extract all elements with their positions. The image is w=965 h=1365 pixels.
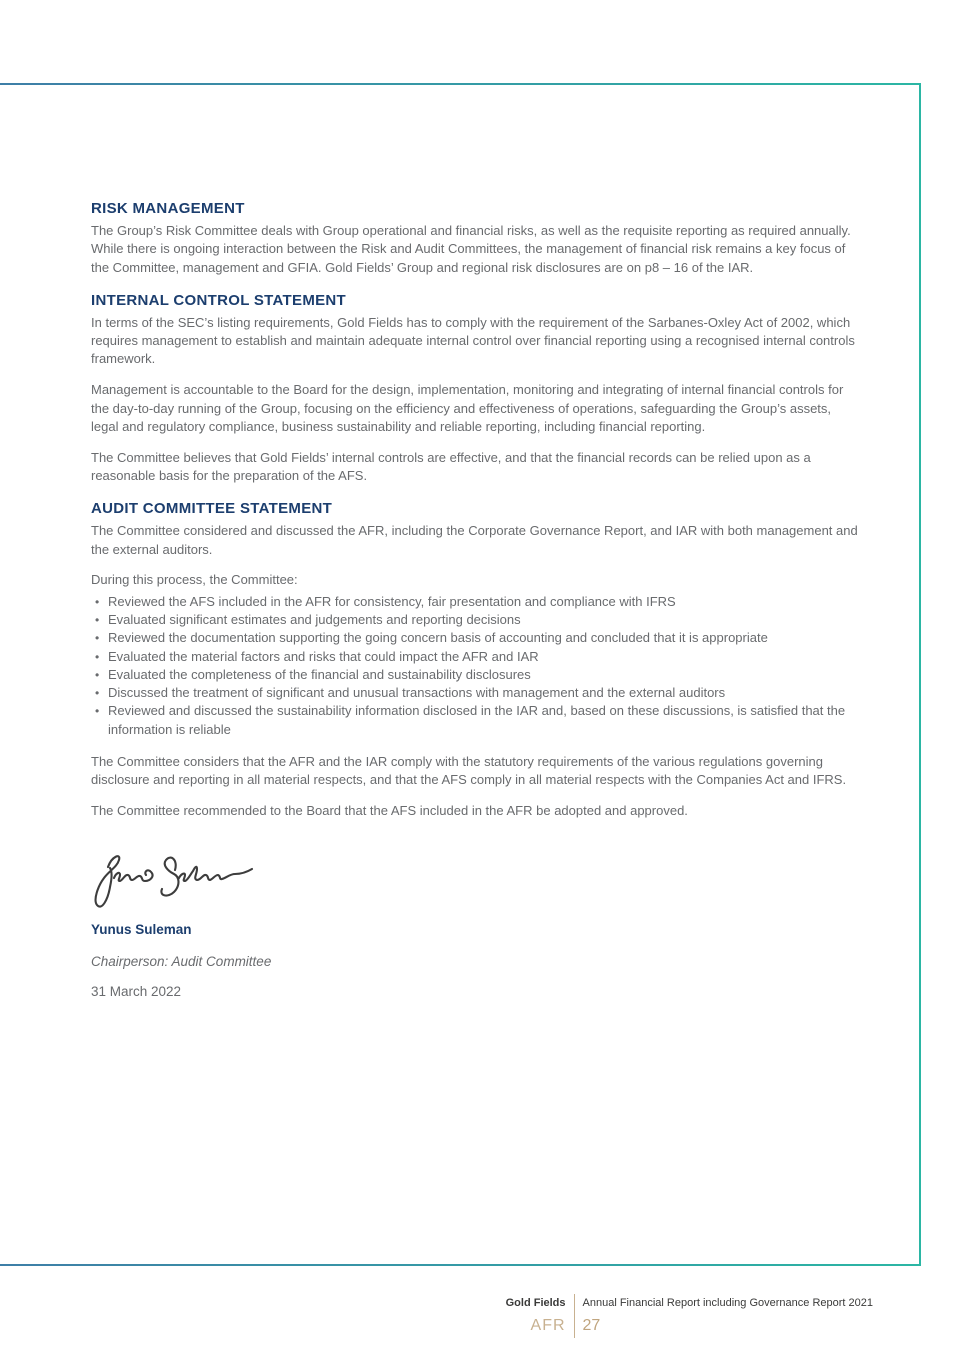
footer-brand: Gold Fields [506, 1294, 575, 1313]
signatory-name: Yunus Suleman [91, 922, 192, 938]
handwritten-signature-image [88, 843, 258, 913]
list-item: • Evaluated the material factors and risks that could impact the AFR and IAR [91, 648, 861, 666]
paragraph: In terms of the SEC’s listing requirements, Gold Fields has to comply with the requirement of the Sarbanes-Oxley Act of 2002, which requires management to establish and maintain adequate internal control over financial reporting using a recognised internal controls framework. [91, 314, 855, 367]
paragraph: The Committee recommended to the Board that the AFS included in the AFR be adopted and approved. [91, 803, 688, 819]
section-heading-risk-management: RISK MANAGEMENT [91, 200, 245, 217]
list-item: • Evaluated the completeness of the financial and sustainability disclosures [91, 666, 861, 684]
list-item: • Reviewed the AFS included in the AFR for consistency, fair presentation and compliance with IFRS [91, 593, 861, 611]
list-item: • Reviewed the documentation supporting the going concern basis of accounting and concluded that it is appropriate [91, 629, 861, 647]
signatory-title: Chairperson: Audit Committee [91, 953, 272, 969]
document-body [91, 199, 861, 1014]
page-footer [506, 1294, 873, 1338]
list-item: • Evaluated significant estimates and judgements and reporting decisions [91, 611, 861, 629]
paragraph: The Committee believes that Gold Fields’ internal controls are effective, and that the financial records can be relied upon as a reasonable basis for the preparation of the AFS. [91, 449, 811, 483]
paragraph: The Group’s Risk Committee deals with Group operational and financial risks, as well as the requisite reporting as required annually. While there is ongoing interaction between the Risk and Audit Committees, the management of financial risk remains a key focus of the Committee, management and GFIA. Gold Fields’ Group and regional risk disclosures are on p8 – 16 of the IAR. [91, 223, 851, 275]
paragraph: The Committee considers that the AFR and the IAR comply with the statutory requirements of the various regulations governing disclosure and reporting in all material respects, and that the AFS comply in all material respects with the Companies Act and IFRS. [91, 754, 847, 788]
footer-section-label: AFR [506, 1313, 575, 1338]
signature-block [91, 843, 861, 1001]
signature-date: 31 March 2022 [91, 984, 182, 1000]
footer-page-number: 27 [582, 1317, 601, 1334]
committee-actions-list [91, 593, 861, 739]
footer-report-title: Annual Financial Report including Governance Report 2021 [582, 1297, 873, 1309]
paragraph: The Committee considered and discussed the AFR, including the Corporate Governance Report, and IAR with both management and the external auditors. [91, 523, 858, 557]
section-heading-audit-committee-statement: AUDIT COMMITTEE STATEMENT [91, 500, 333, 518]
bullet-list-intro: During this process, the Committee: [91, 572, 298, 588]
paragraph: Management is accountable to the Board for the design, implementation, monitoring and integrating of internal financial controls for the day-to-day running of the Group, focusing on the efficiency and effectiveness of operations, safeguarding the Group’s assets, legal and regulatory compliance, business sustainability and reliable reporting, including financial reporting. [91, 382, 844, 434]
list-item: • Reviewed and discussed the sustainability information disclosed in the IAR and, based on these discussions, is satisfied that the information is reliable [91, 702, 861, 739]
section-heading-internal-control-statement: INTERNAL CONTROL STATEMENT [91, 291, 347, 309]
list-item: • Discussed the treatment of significant and unusual transactions with management and the external auditors [91, 684, 861, 702]
